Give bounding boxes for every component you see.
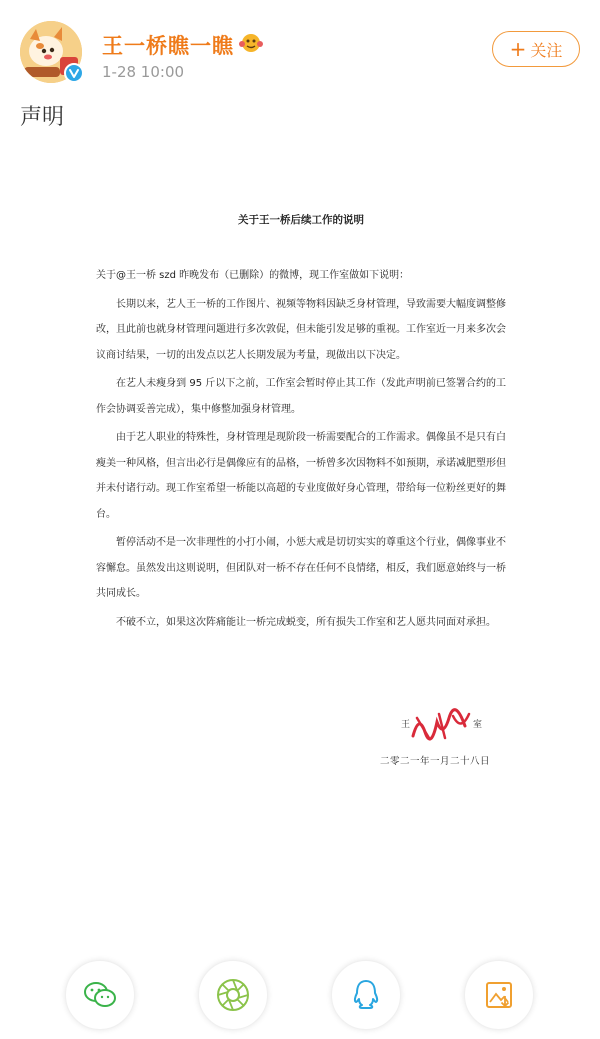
statement-document — [96, 212, 506, 638]
document-paragraph: 在艺人未瘦身到 95 斤以下之前，工作室会暂时停止其工作（发此声明前已签署合约的工作会协调妥善完成），集中修整加强身材管理。 — [96, 378, 506, 415]
verified-badge-icon — [64, 63, 84, 83]
post-header — [0, 0, 600, 95]
share-moments-button[interactable] — [198, 960, 268, 1030]
moments-icon — [215, 977, 251, 1013]
follow-button[interactable] — [492, 31, 580, 67]
document-paragraph: 暂停活动不是一次非理性的小打小闹，小惩大戒是切切实实的尊重这个行业，偶像事业不容懈怠。虽然发出这则说明，但团队对一桥不存在任何不良情绪，相反，我们愿意始终与一桥共同成长。 — [96, 537, 506, 599]
document-paragraph: 不破不立，如果这次阵痛能让一桥完成蜕变，所有损失工作室和艺人愿共同面对承担。 — [116, 616, 496, 628]
share-bar — [0, 955, 600, 1039]
emoji-badge-icon — [238, 32, 264, 54]
save-image-icon — [484, 980, 514, 1010]
follow-label: 关注 — [530, 40, 563, 60]
wechat-icon — [83, 980, 117, 1010]
document-date: 二零二一年一月二十八日 — [380, 756, 491, 767]
share-qq-button[interactable] — [331, 960, 401, 1030]
post-title: 声明 — [20, 105, 65, 130]
signature-icon — [409, 708, 473, 744]
signature-prefix: 王 — [401, 720, 411, 730]
post-timestamp: 1-28 10:00 — [102, 63, 185, 81]
document-paragraph: 由于艺人职业的特殊性，身材管理是现阶段一桥需要配合的工作需求。偶像虽不是只有白瘦美一种风格，但言出必行是偶像应有的品格，一桥曾多次因物料不如预期，承诺减肥塑形但并未付诸行动。现工作室希望一桥能以高超的专业度做好身心管理，带给每一位粉丝更好的舞台。 — [96, 432, 506, 520]
save-image-button[interactable] — [464, 960, 534, 1030]
share-wechat-button[interactable] — [65, 960, 135, 1030]
signature-suffix: 室 — [473, 720, 483, 730]
document-paragraph: 长期以来，艺人王一桥的工作图片、视频等物料因缺乏身材管理，导致需要大幅度调整修改，且此前也就身材管理问题进行多次敦促，但未能引发足够的重视。工作室近一月来多次会议商讨结果，一切的出发点以艺人长期发展为考量，现做出以下决定。 — [96, 298, 506, 361]
document-paragraph: 关于@王一桥 szd 昨晚发布（已删除）的微博，现工作室做如下说明： — [96, 270, 410, 281]
qq-icon — [351, 978, 381, 1012]
username[interactable]: 王一桥瞧一瞧 — [102, 34, 234, 58]
plus-icon: + — [509, 37, 527, 61]
document-title: 关于王一桥后续工作的说明 — [238, 214, 364, 226]
signature-stamp — [382, 708, 512, 778]
